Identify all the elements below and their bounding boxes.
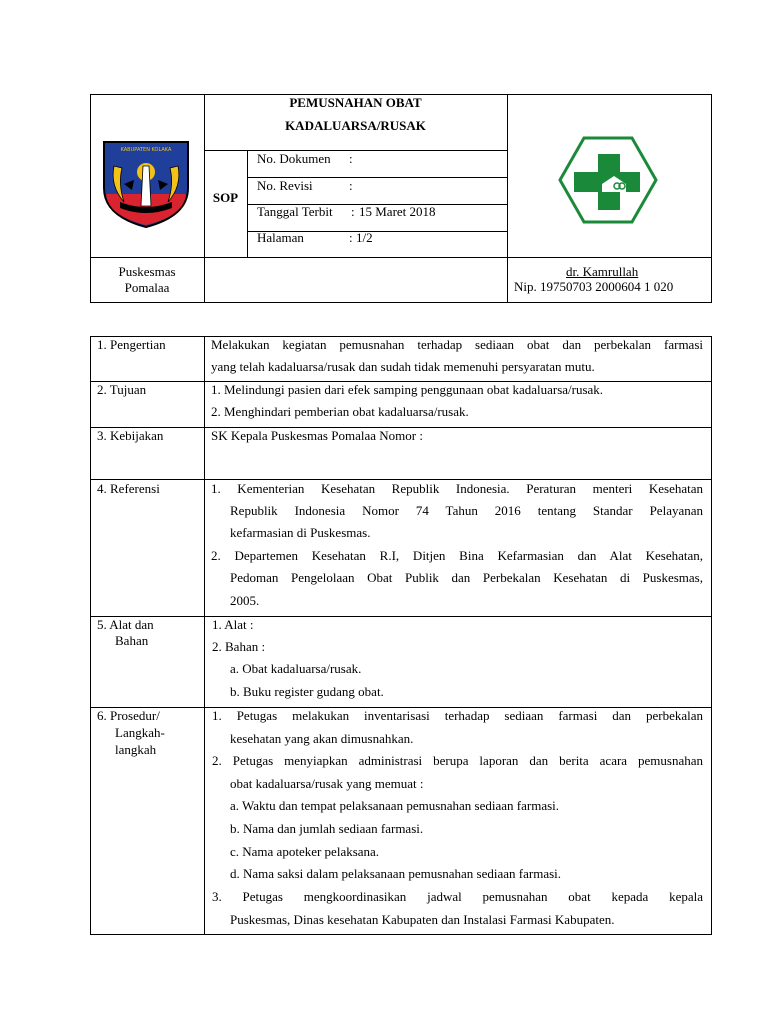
alat-bahan-line-3: a. Obat kadaluarsa/rusak. xyxy=(230,661,362,676)
field-tanggal-terbit-value: 15 Maret 2018 xyxy=(359,204,436,219)
signer-name: dr. Kamrullah xyxy=(566,264,639,279)
alat-bahan-line-2: 2. Bahan : xyxy=(212,639,266,654)
tujuan-item-1: 1. Melindungi pasien dari efek samping penggunaan obat kadaluarsa/rusak. xyxy=(211,382,604,397)
section-alat-bahan-label-2: Bahan xyxy=(115,633,149,648)
section-kebijakan-label: 3. Kebijakan xyxy=(97,428,164,443)
field-no-revisi-label: No. Revisi xyxy=(257,178,313,193)
referensi-line-2: Republik Indonesia Nomor 74 Tahun 2016 tentang Standar Pelayanan xyxy=(230,503,703,518)
prosedur-line-3: 2. Petugas menyiapkan administrasi berupa laporan dan berita acara pemusnahan xyxy=(212,753,703,768)
pengertian-line-2: yang telah kadaluarsa/rusak dan sudah tidak memenuhi persyaratan mutu. xyxy=(211,359,595,374)
referensi-line-5: Pedoman Pengelolaan Obat Publik dan Perbekalan Kesehatan di Puskesmas, xyxy=(230,570,703,585)
prosedur-line-6: b. Nama dan jumlah sediaan farmasi. xyxy=(230,821,424,836)
tujuan-item-2: 2. Menghindari pemberian obat kadaluarsa/rusak. xyxy=(211,404,469,419)
field-halaman-value: 1/2 xyxy=(356,230,373,245)
referensi-line-3: kefarmasian di Puskesmas. xyxy=(230,525,371,540)
svg-text:KABUPATEN KOLAKA: KABUPATEN KOLAKA xyxy=(120,147,172,153)
section-alat-bahan-label-1: 5. Alat dan xyxy=(97,617,154,632)
section-prosedur-label-2: Langkah- xyxy=(115,725,165,740)
prosedur-line-10: Puskesmas, Dinas kesehatan Kabupaten dan Instalasi Farmasi Kabupaten. xyxy=(230,912,615,927)
document-title-line2: KADALUARSA/RUSAK xyxy=(285,118,426,133)
prosedur-line-9: 3. Petugas mengkoordinasikan jadwal pemusnahan obat kepada kepala xyxy=(212,889,703,904)
kebijakan-text: SK Kepala Puskesmas Pomalaa Nomor : xyxy=(211,428,423,443)
document-title-line1: PEMUSNAHAN OBAT xyxy=(289,95,422,110)
field-tanggal-terbit-sep: : xyxy=(351,204,355,219)
prosedur-line-1: 1. Petugas melakukan inventarisasi terhadap sediaan farmasi dan perbekalan xyxy=(212,708,703,723)
puskesmas-logo xyxy=(558,136,658,226)
referensi-line-6: 2005. xyxy=(230,593,260,608)
section-referensi-label: 4. Referensi xyxy=(97,481,160,496)
alat-bahan-line-1: 1. Alat : xyxy=(212,617,254,632)
prosedur-line-8: d. Nama saksi dalam pelaksanaan pemusnahan sediaan farmasi. xyxy=(230,866,562,881)
referensi-line-4: 2. Departemen Kesehatan R.I, Ditjen Bina Kefarmasian dan Alat Kesehatan, xyxy=(211,548,703,563)
prosedur-line-5: a. Waktu dan tempat pelaksanaan pemusnahan sediaan farmasi. xyxy=(230,798,560,813)
referensi-line-1: 1. Kementerian Kesehatan Republik Indonesia. Peraturan menteri Kesehatan xyxy=(211,481,703,496)
field-no-revisi-sep: : xyxy=(349,178,353,193)
section-prosedur-label-3: langkah xyxy=(115,742,157,757)
field-halaman-label: Halaman xyxy=(257,230,304,245)
prosedur-line-7: c. Nama apoteker pelaksana. xyxy=(230,844,380,859)
field-no-dokumen-label: No. Dokumen xyxy=(257,151,331,166)
alat-bahan-line-4: b. Buku register gudang obat. xyxy=(230,684,384,699)
pengertian-line-1: Melakukan kegiatan pemusnahan terhadap sediaan obat dan perbekalan farmasi xyxy=(211,337,703,352)
org-name-line1: Puskesmas xyxy=(118,264,176,279)
signer-nip: Nip. 19750703 2000604 1 020 xyxy=(514,279,674,294)
field-no-dokumen-sep: : xyxy=(349,151,353,166)
field-tanggal-terbit-label: Tanggal Terbit xyxy=(257,204,333,219)
prosedur-line-4: obat kadaluarsa/rusak yang memuat : xyxy=(230,776,424,791)
section-pengertian-label: 1. Pengertian xyxy=(97,337,166,352)
field-halaman-sep: : xyxy=(349,230,353,245)
prosedur-line-2: kesehatan yang akan dimusnahkan. xyxy=(230,731,414,746)
org-name-line2: Pomalaa xyxy=(124,280,170,295)
sop-label: SOP xyxy=(212,190,239,205)
section-tujuan-label: 2. Tujuan xyxy=(97,382,147,397)
kolaka-emblem-logo xyxy=(100,136,192,230)
section-prosedur-label-1: 6. Prosedur/ xyxy=(97,708,160,723)
